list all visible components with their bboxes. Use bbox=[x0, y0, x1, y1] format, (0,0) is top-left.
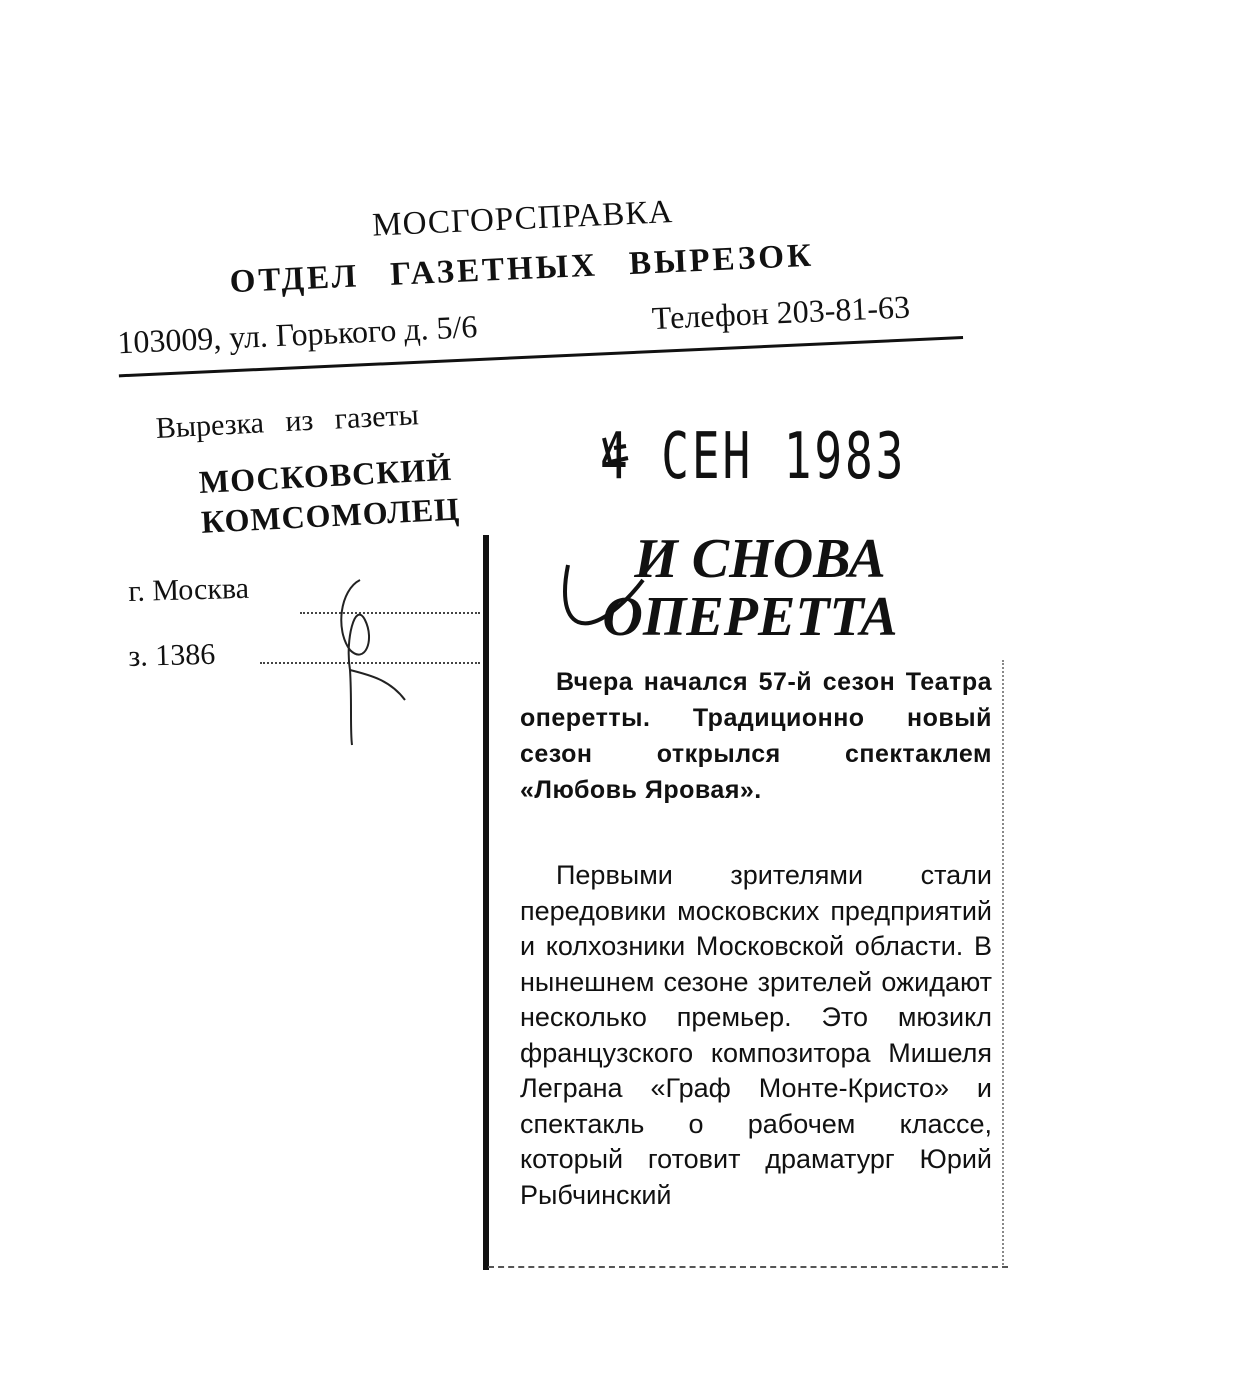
clipping-cut-edge bbox=[488, 1266, 1008, 1268]
department-name: ОТДЕЛ ГАЗЕТНЫХ ВЫРЕЗОК bbox=[228, 237, 815, 301]
newspaper-name bbox=[198, 448, 461, 541]
article-body: Первыми зрителями стали передовики московских предприятий и колхозники Московской области. В нынешнем сезоне зрителей ожидают несколько премьер. Это мюзикл французского композитора Мишеля Леграна «Граф Монте-Кристо» и спектакль о рабочем классе, который готовит драматург Юрий Рыбчинский bbox=[520, 860, 992, 1210]
order-number: з. 1386 bbox=[128, 637, 216, 673]
article-lead: Вчера начался 57-й сезон Театра оперетты. Традиционно новый сезон открылся спектаклем «Любовь Яровая». bbox=[520, 668, 992, 804]
article-headline bbox=[560, 530, 940, 646]
newspaper-name-line1: МОСКОВСКИЙ bbox=[198, 450, 453, 500]
bureau-header bbox=[100, 140, 989, 390]
date-stamp: 4 СЕН 1983 bbox=[600, 420, 907, 494]
city-label: г. Москва bbox=[128, 571, 250, 608]
clipping-right-edge bbox=[1002, 660, 1004, 1265]
source-label: Вырезка из газеты bbox=[155, 398, 420, 445]
handwritten-signature bbox=[320, 570, 420, 750]
agency-name: МОСГОРСПРАВКА bbox=[371, 194, 674, 244]
headline-line1: И СНОВА bbox=[634, 528, 886, 590]
article-left-border bbox=[483, 535, 489, 1270]
newspaper-name-line2: КОМСОМОЛЕЦ bbox=[200, 490, 461, 540]
bureau-address: 103009, ул. Горького д. 5/6 bbox=[116, 308, 479, 361]
headline-line2: ОПЕРЕТТА bbox=[602, 586, 898, 648]
bureau-phone: Телефон 203-81-63 bbox=[651, 288, 911, 337]
